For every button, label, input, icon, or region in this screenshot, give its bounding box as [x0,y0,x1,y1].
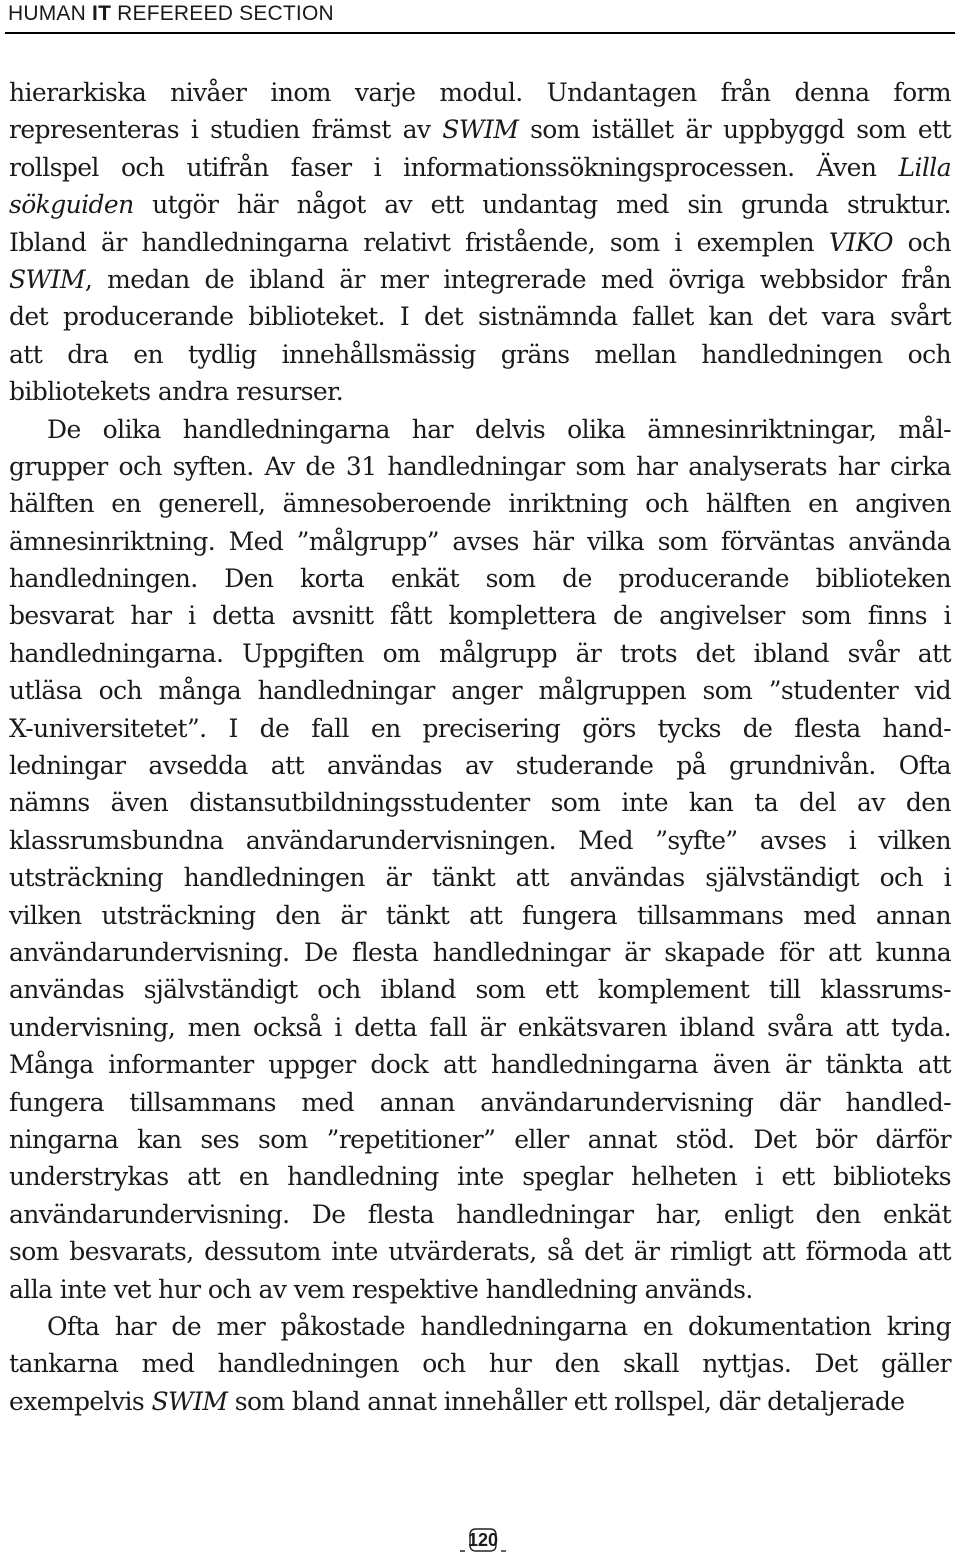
text-run: användarundervisning. De flesta handledningar har, enligt den enkät [9,1199,951,1229]
text-run: ningarna kan ses som ”repetitioner” eller annat stöd. Det bör därför [9,1124,951,1154]
text-run: tankarna med handledningen och hur den skall nyttjas. Det gäller [9,1349,951,1379]
text-line [9,448,951,485]
text-line [9,224,951,261]
text-run: alla inte vet hur och av vem respektive handledning används. [9,1274,753,1304]
text-line [9,747,951,784]
italic-term: sökguiden [9,190,134,220]
text-run: användas självständigt och ibland som ett komplement till klassrums- [9,975,951,1005]
text-run: undervisning, men också i detta fall är enkätsvaren ibland svåra att tyda. [9,1012,951,1042]
text-run: exempelvis [9,1386,152,1416]
text-run: , medan de ibland är mer integrerade med övriga webbsidor från [84,264,951,294]
page-number: 120 [467,1530,499,1550]
text-line [9,373,951,410]
text-line [9,1383,951,1420]
text-run: representeras i studien främst av [9,115,443,145]
text-line [9,971,951,1008]
text-run: bibliotekets andra resurser. [9,377,344,407]
text-run: De olika handledningarna har delvis olika ämnesinriktningar, mål- [47,414,951,444]
text-run: handledningen. Den korta enkät som de producerande biblioteken [9,564,951,594]
text-run: hälften en generell, ämnesoberoende inriktning och hälften en angiven [9,489,951,519]
text-line [9,597,951,634]
text-line [9,411,951,448]
text-line [9,635,951,672]
text-line [9,897,951,934]
text-run: användarundervisning. De flesta handledningar är skapade för att kunna [9,937,951,967]
text-run: ämnesinriktning. Med ”målgrupp” avses här vilka som förväntas använda [9,526,951,556]
italic-term: Lilla [898,152,951,182]
text-run: som bland annat innehåller ett rollspel, där detaljerade [227,1386,905,1416]
text-line [9,74,951,111]
text-line [9,485,951,522]
header-suffix: REFEREED SECTION [111,2,334,25]
text-line [9,261,951,298]
text-line [9,934,951,971]
body-text [9,74,951,1420]
text-line [9,298,951,335]
text-run: utsträckning handledningen är tänkt att användas självständigt och i [9,863,951,893]
text-run: vilken utsträckning den är tänkt att fungera tillsammans med annan [9,900,951,930]
text-run: besvarat har i detta avsnitt fått komplettera de angivelser som finns i [9,601,951,631]
text-line [9,1345,951,1382]
text-run: fungera tillsammans med annan användarundervisning där handled- [9,1087,951,1117]
text-run: rollspel och utifrån faser i informationssökningsprocessen. Även [9,152,899,182]
text-run: att dra en tydlig innehållsmässig gräns mellan handledningen och [9,339,951,369]
page-number-folio [458,1525,508,1555]
italic-term: SWIM [9,264,85,294]
text-run: handledningarna. Uppgiften om målgrupp är trots det ibland svår att [9,638,951,668]
text-line [9,1271,951,1308]
text-run: hierarkiska nivåer inom varje modul. Undantagen från denna form [9,78,951,107]
italic-term: SWIM [151,1386,228,1416]
text-run: och [892,227,952,257]
text-line [9,149,951,186]
text-line [9,1308,951,1345]
text-line [9,1121,951,1158]
text-run: grupper och syften. Av de 31 handledningar som har analyserats har cirka [9,451,951,481]
header-it: IT [92,2,112,25]
text-run: Ofta har de mer påkostade handledningarna en dokumentation kring [47,1311,951,1341]
text-run: Många informanter uppger dock att handledningarna även är tänkta att [9,1050,951,1080]
text-run: understrykas att en handledning inte speglar helheten i ett biblioteks [9,1162,951,1192]
italic-term: SWIM [442,115,519,145]
text-line [9,672,951,709]
text-line [9,1009,951,1046]
text-run: som istället är uppbyggd som ett [518,115,951,145]
running-header [8,2,334,26]
text-line [9,1046,951,1083]
text-line [9,523,951,560]
header-rule [5,32,955,34]
text-run: som besvarats, dessutom inte utvärderats, så det är rimligt att förmoda att [9,1237,951,1267]
text-run: nämns även distansutbildningsstudenter som inte kan ta del av den [9,788,951,818]
text-line [9,111,951,148]
text-line [9,1233,951,1270]
text-run: X-universitetet”. I de fall en precisering görs tycks de flesta hand- [9,713,951,743]
text-run: det producerande biblioteket. I det sistnämnda fallet kan det vara svårt [9,302,951,332]
text-line [9,710,951,747]
text-line [9,784,951,821]
text-line [9,336,951,373]
text-run: utgör här något av ett undantag med sin grunda struktur. [133,190,951,220]
text-run: ledningar avsedda att användas av studerande på grundnivån. Ofta [9,751,951,781]
text-run: klassrumsbundna användarundervisningen. Med ”syfte” avses i vilken [9,825,951,855]
header-prefix: HUMAN [8,2,93,25]
text-line [9,859,951,896]
text-run: Ibland är handledningarna relativt fristående, som i exemplen [9,227,829,257]
text-line [9,1196,951,1233]
text-line [9,1084,951,1121]
text-run: utläsa och många handledningar anger målgruppen som ”studenter vid [9,676,951,706]
italic-term: VIKO [828,227,893,257]
text-line [9,1158,951,1195]
text-line [9,822,951,859]
text-line [9,560,951,597]
text-line [9,186,951,223]
